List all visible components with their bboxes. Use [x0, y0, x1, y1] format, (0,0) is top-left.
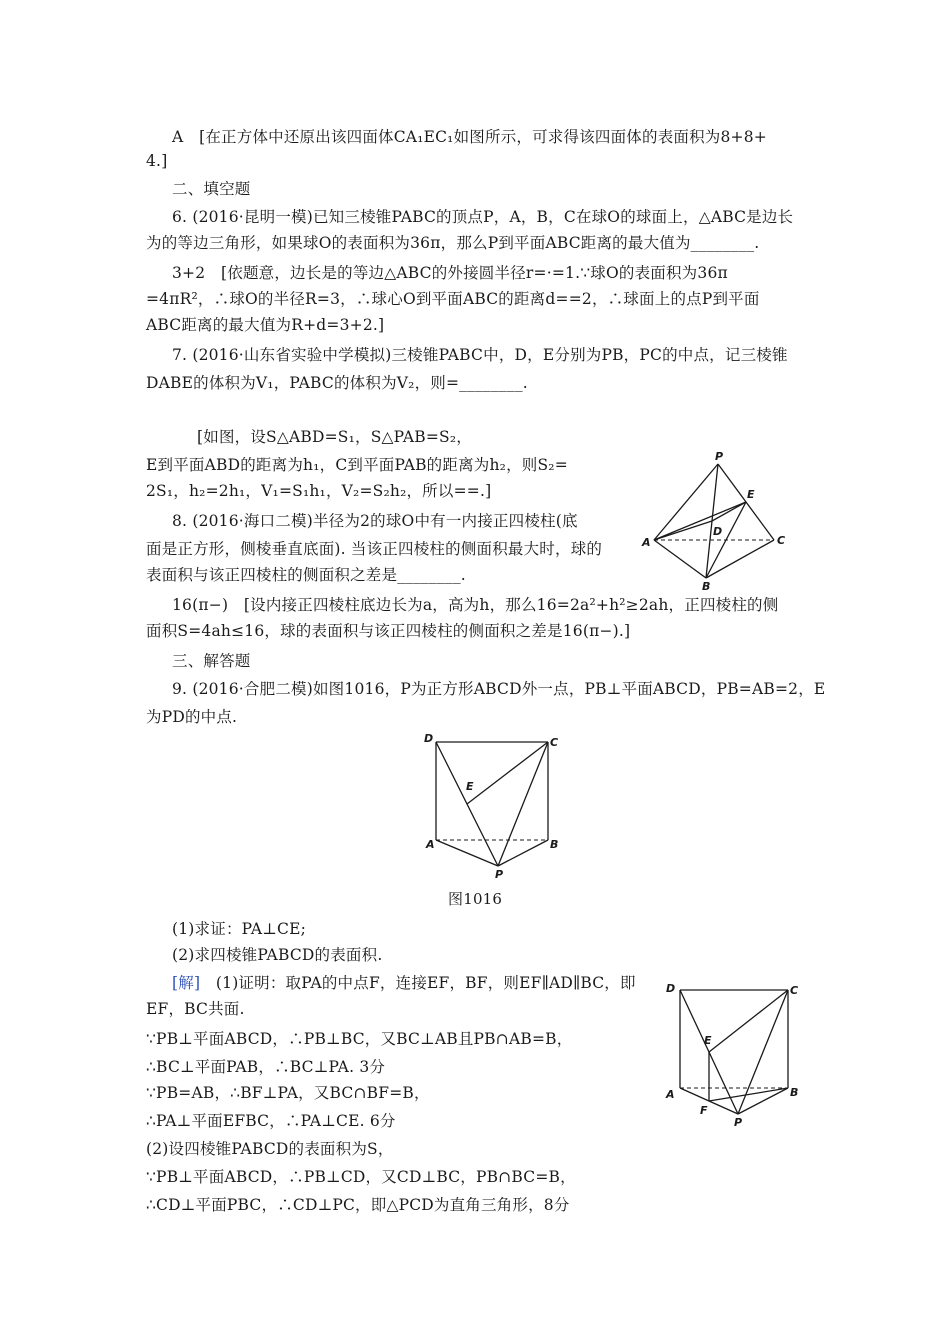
text-line: 为PD的中点. [146, 708, 238, 726]
edge-pa [654, 464, 718, 540]
label-c: C [790, 984, 799, 997]
solution-figure [660, 980, 810, 1140]
edge-ap [436, 840, 498, 866]
text-line: ∵PB⊥平面ABCD，∴PB⊥CD，又CD⊥BC，PB∩BC=B， [146, 1168, 576, 1186]
label-e: E [466, 780, 474, 793]
label-f: F [700, 1104, 708, 1117]
section-heading: 三、解答题 [172, 652, 251, 670]
label-b: B [702, 580, 711, 593]
text-line: (2)设四棱锥PABCD的表面积为S， [146, 1140, 394, 1158]
label-b: B [790, 1086, 799, 1099]
text-line: ∴BC⊥平面PAB，∴BC⊥PA. 3分 [146, 1058, 386, 1076]
label-d: D [666, 982, 676, 995]
text-line: ABC距离的最大值为R+d=3+2.] [146, 316, 385, 334]
text-line: =4πR²，∴球O的半径R=3，∴球心O到平面ABC的距离d==2，∴球面上的点P到平面 [146, 290, 760, 308]
text-line: 面积S=4ah≤16，球的表面积与该正四棱柱的侧面积之差是16(π−).] [146, 622, 631, 640]
text-line: 9. (2016·合肥二模)如图1016，P为正方形ABCD外一点，PB⊥平面ABCD，PB=AB=2，E [172, 680, 826, 698]
text-line: 2S₁，h₂=2h₁，V₁=S₁h₁，V₂=S₂h₂，所以==.] [146, 482, 492, 500]
label-b: B [550, 838, 559, 851]
text-line: (2)求四棱锥PABCD的表面积. [172, 946, 383, 964]
edge-bp [498, 840, 548, 866]
text-line: E到平面ABD的距离为h₁，C到平面PAB的距离为h₂，则S₂= [146, 456, 568, 474]
text-line: 表面积与该正四棱柱的侧面积之差是________. [146, 566, 466, 584]
text-line: 6. (2016·昆明一模)已知三棱锥PABC的顶点P，A，B，C在球O的球面上，△ABC是边长 [172, 208, 794, 226]
label-p: P [734, 1116, 743, 1129]
text-line: ∵PB=AB，∴BF⊥PA，又BC∩BF=B， [146, 1084, 430, 1102]
label-a: A [666, 1088, 675, 1101]
label-c: C [777, 534, 786, 547]
text-line: 16(π−) [设内接正四棱柱底边长为a，高为h，那么16=2a²+h²≥2ah，正四棱柱的侧 [172, 596, 779, 614]
text-line: ∵PB⊥平面ABCD，∴PB⊥BC，又BC⊥AB且PB∩AB=B， [146, 1030, 573, 1048]
label-e: E [747, 488, 755, 501]
label-d: D [424, 732, 434, 745]
text-line: (1)求证：PA⊥CE; [172, 920, 307, 938]
edge-ab [654, 540, 706, 578]
text-line: 8. (2016·海口二模)半径为2的球O中有一内接正四棱柱(底 [172, 512, 578, 530]
text-line: [如图，设S△ABD=S₁，S△PAB=S₂， [197, 428, 472, 446]
label-a: A [426, 838, 435, 851]
text-line: EF，BC共面. [146, 1000, 245, 1018]
label-p: P [495, 868, 504, 881]
label-a: A [642, 536, 651, 549]
pyramid-figure [640, 446, 800, 596]
text-line: 7. (2016·山东省实验中学模拟)三棱锥PABC中，D，E分别为PB，PC的中点，记三棱锥 [172, 346, 788, 364]
label-e: E [704, 1034, 712, 1047]
label-d: D [713, 525, 723, 538]
label-p: P [715, 450, 724, 463]
figure-caption: 图1016 [448, 890, 503, 908]
text-line: 4.] [146, 152, 168, 170]
text-line: ∴CD⊥平面PBC，∴CD⊥PC，即△PCD为直角三角形，8分 [146, 1196, 570, 1214]
text-line: ∴PA⊥平面EFBC，∴PA⊥CE. 6分 [146, 1112, 396, 1130]
text-line-body: (1)证明：取PA的中点F，连接EF，BF，则EF∥AD∥BC，即 [215, 974, 636, 992]
text-line: DABE的体积为V₁，PABC的体积为V₂，则=________. [146, 374, 528, 392]
section-heading: 二、填空题 [172, 180, 251, 198]
text-line: 面是正方形，侧棱垂直底面). 当该正四棱柱的侧面积最大时，球的 [146, 540, 603, 558]
prism-figure [420, 728, 570, 881]
text-line: 为的等边三角形，如果球O的表面积为36π，那么P到平面ABC距离的最大值为________. [146, 234, 760, 252]
edge-ae [654, 502, 746, 540]
text-line [172, 972, 636, 994]
text-line: 3+2 [依题意，边长是的等边△ABC的外接圆半径r=·=1.∵球O的表面积为36π [172, 264, 728, 282]
solution-label: [解] [172, 974, 201, 992]
text-line: A [在正方体中还原出该四面体CA₁EC₁如图所示，可求得该四面体的表面积为8+8+ [172, 128, 767, 146]
label-c: C [550, 736, 559, 749]
